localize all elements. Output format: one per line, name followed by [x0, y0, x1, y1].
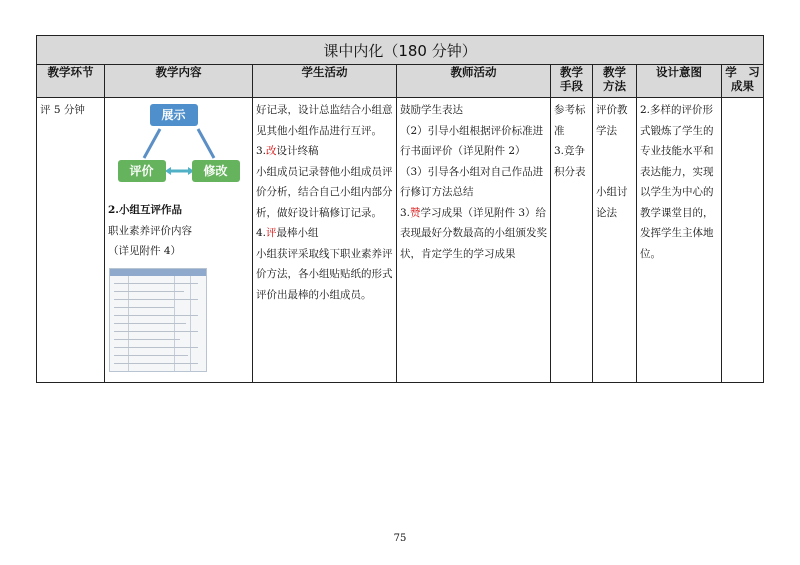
student-step-3-key: 改 [266, 145, 277, 157]
teacher-step-3-key: 赞 [410, 206, 421, 219]
header-means [551, 65, 593, 98]
content-line1: 职业素养评价内容 [108, 224, 192, 237]
content-line2: （详见附件 4） [108, 245, 182, 257]
content-heading: 2.小组互评作品 [108, 204, 182, 216]
header-design: 设计意图 [637, 65, 722, 98]
student-step-4-text: 最棒小组 [276, 227, 319, 239]
header-method-line2: 方法 [603, 79, 626, 93]
means-p1: 参考标准 [554, 104, 586, 137]
header-reflect-line2: 成果 [731, 79, 755, 93]
stage-cell [37, 98, 105, 383]
arrow-edit-to-show [198, 129, 214, 158]
table-title: 课中内化（180 分钟） [37, 36, 764, 65]
evaluation-form-thumbnail [109, 268, 207, 372]
header-means-line1: 教学 [560, 65, 583, 79]
diagram-box-eval: 评价 [118, 160, 166, 182]
design-cell [637, 98, 722, 383]
teacher-cell [397, 98, 551, 383]
teacher-step-3 [400, 203, 547, 265]
header-method-line1: 教学 [603, 65, 626, 79]
method-cell [593, 98, 637, 383]
diagram-box-show: 展示 [150, 104, 198, 126]
teacher-step-3-text: 学习成果（详见附件 3）给表现最好分数最高的小组颁发奖状，肯定学生的学习成果 [400, 206, 547, 260]
teacher-p1: 鼓励学生表达 [400, 104, 463, 116]
header-content: 教学内容 [105, 65, 253, 98]
student-step-3-text: 设计终稿 [276, 145, 319, 157]
header-stage: 教学环节 [37, 65, 105, 98]
student-p1: 好记录，设计总监结合小组意见其他小组作品进行互评。 [256, 104, 393, 137]
student-p5: 小组获评采取线下职业素养评价方法，各小组贴贴纸的形式评价出最棒的小组成员。 [256, 247, 393, 301]
lesson-plan-table [36, 35, 764, 383]
student-step-4-key: 评 [266, 227, 277, 239]
stage-text: 评 5 分钟 [40, 104, 85, 116]
student-step-3-num: 3. [256, 145, 267, 157]
header-method [593, 65, 637, 98]
means-p2: 3.竞争积分表 [554, 145, 586, 178]
header-reflect-line1: 学 习 [725, 65, 760, 79]
student-p3: 小组成员记录替他小组成员评价分析，结合自己小组内部分析，做好设计稿修订记录。 [256, 165, 393, 219]
teacher-p2: （2）引导小组根据评价标准进行书面评价（详见附件 2） [400, 124, 544, 157]
student-step-4 [256, 223, 393, 244]
diagram-box-edit: 修改 [192, 160, 240, 182]
means-cell [551, 98, 593, 383]
header-student: 学生活动 [253, 65, 397, 98]
student-step-3 [256, 141, 393, 162]
content-cell [105, 98, 253, 383]
reflect-cell [722, 98, 764, 383]
design-text: 2.多样的评价形式锻炼了学生的专业技能水平和表达能力，实现以学生为中心的教学课堂目的，发挥学生主体地位。 [640, 104, 714, 260]
page-number: 75 [393, 533, 407, 544]
method-p1: 评价教学法 [596, 104, 628, 137]
method-p2: 小组讨论法 [596, 186, 628, 219]
student-step-4-num: 4. [256, 227, 267, 239]
arrow-show-to-eval [144, 129, 160, 158]
header-teacher: 教师活动 [397, 65, 551, 98]
header-means-line2: 手段 [560, 79, 583, 93]
cycle-diagram [114, 102, 244, 192]
teacher-p3: （3）引导各小组对自己作品进行修订方法总结 [400, 165, 544, 198]
student-cell [253, 98, 397, 383]
teacher-step-3-num: 3. [400, 206, 411, 219]
header-reflect [722, 65, 764, 98]
